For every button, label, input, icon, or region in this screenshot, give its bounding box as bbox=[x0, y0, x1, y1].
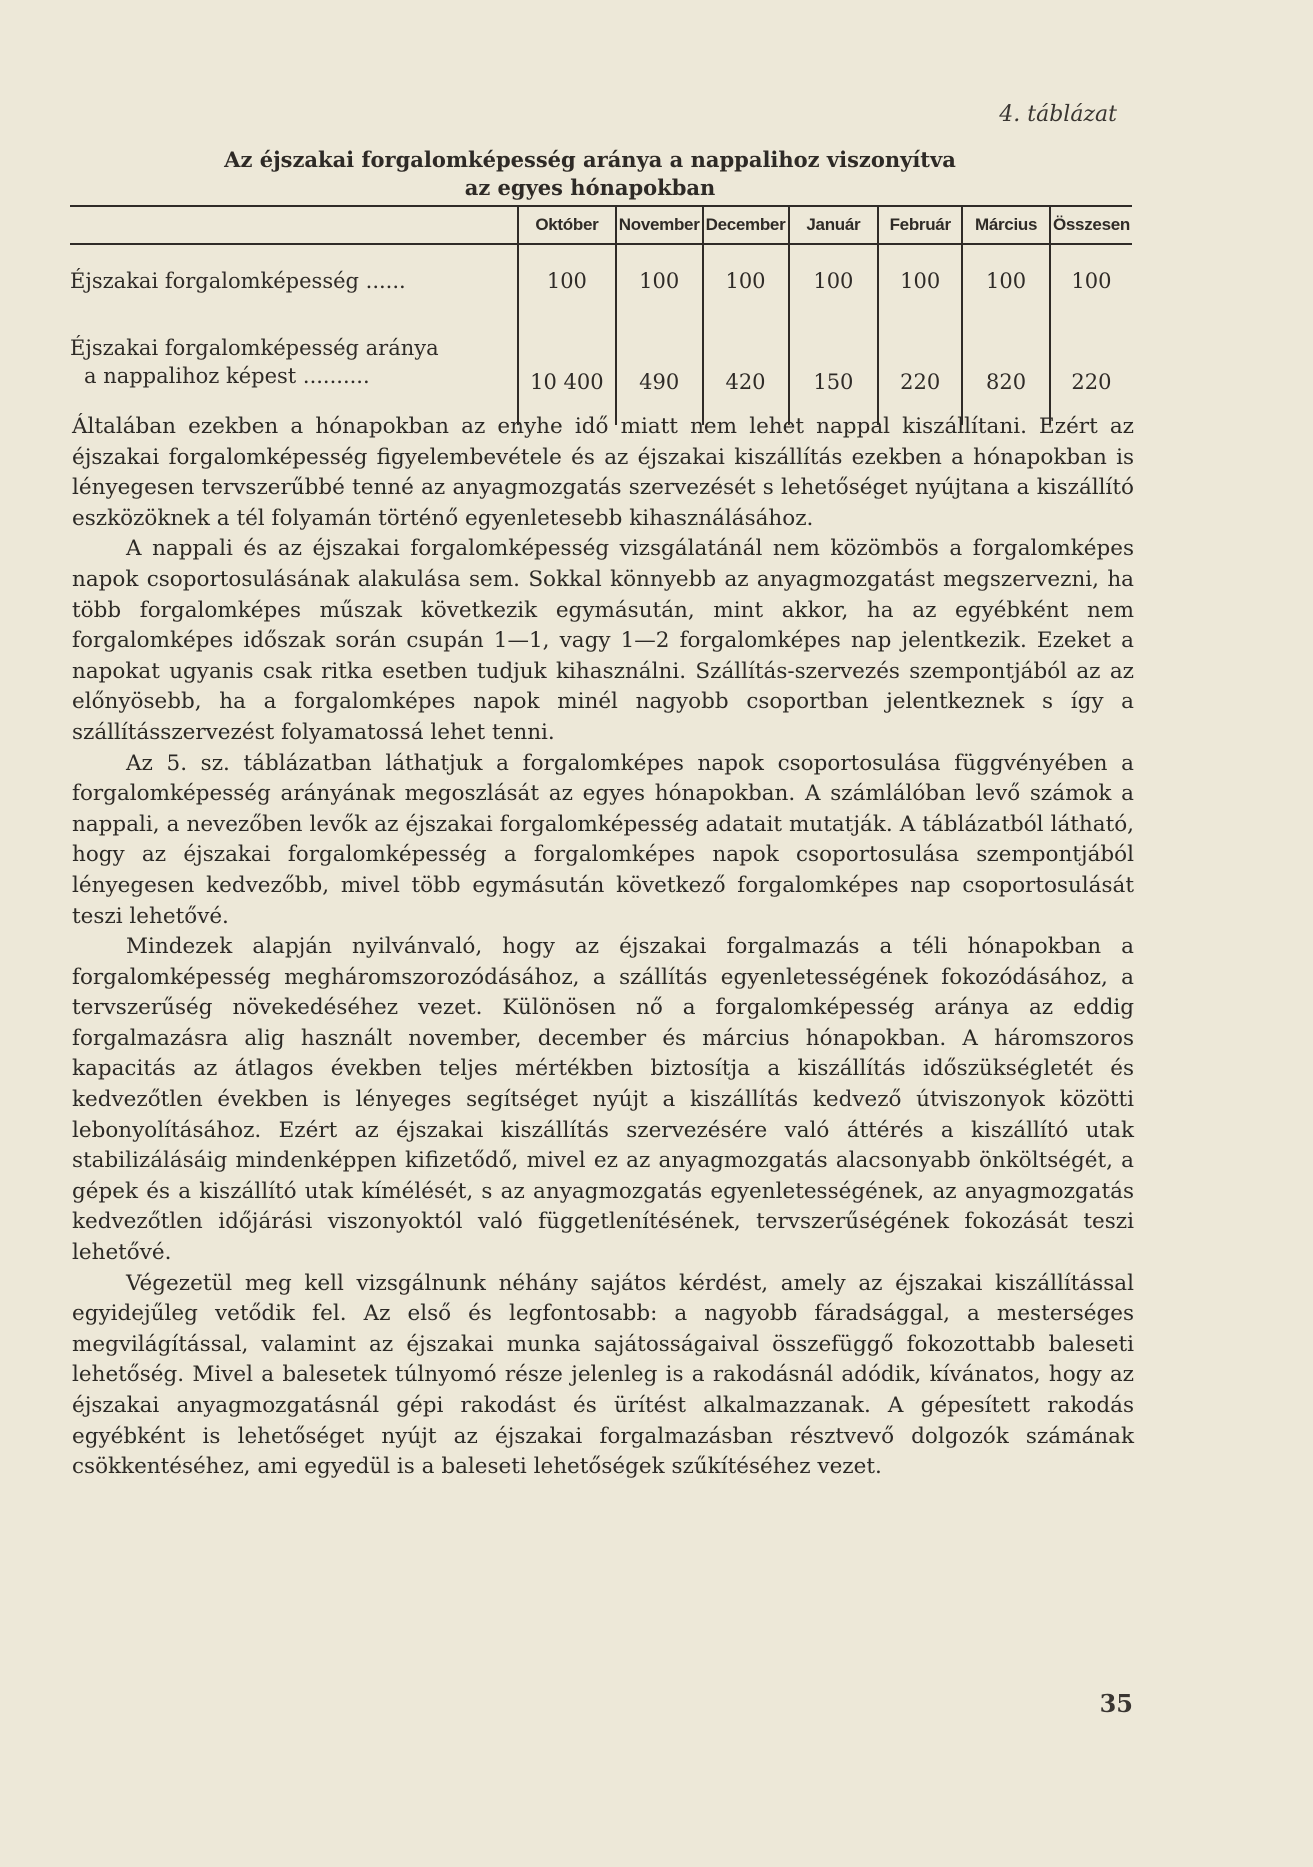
table-cell: 220 bbox=[1050, 317, 1132, 425]
row-label: Éjszakai forgalomképesség ...... bbox=[70, 269, 406, 293]
table-cell: 490 bbox=[616, 317, 703, 425]
column-header: Február bbox=[878, 206, 962, 244]
column-header: Március bbox=[962, 206, 1050, 244]
paragraph: Az 5. sz. táblázatban láthatjuk a forgalomképes napok csoportosulása függvényében a forgalomképesség arányának megoszlását az egyes hónapokban. A számlálóban levő számok a nappali, a nevezőben levők az éjszakai forgalomképesség adatait mutatják. A táblázatból látható, hogy az éjszakai forgalomképesség a forgalomképes napok csoportosulása szempontjából lényegesen kedvezőbb, mivel több egymásután következő forgalomképes nap csoportosulását teszi lehetővé. bbox=[72, 750, 1134, 929]
table-cell: 150 bbox=[789, 317, 879, 425]
table-cell: 100 bbox=[703, 244, 789, 317]
paragraph: Végezetül meg kell vizsgálnunk néhány sajátos kérdést, amely az éjszakai kiszállítással egyidejűleg vetődik fel. Az első és legfontosabb: a nagyobb fáradsággal, a mesterséges megvilágítással, valamint az éjszakai munka sajátosságaival összefüggő fokozottabb baleseti lehetőség. Mivel a balesetek túlnyomó része jelenleg is a rakodásnál adódik, kívánatos, hogy az éjszakai anyagmozgatásnál gépi rakodást és ürítést alkalmazzanak. A gépesített rakodás egyébként is lehetőséget nyújt az éjszakai forgalmazásban résztvevő dolgozók számának csökkentéséhez, ami egyedül is a baleseti lehetőségek szűkítéséhez vezet. bbox=[72, 1270, 1134, 1480]
paragraph: Mindezek alapján nyilvánvaló, hogy az éjszakai forgalmazás a téli hónapokban a forgalomképesség megháromszorozódásához, a szállítás egyenletességének fokozódásához, a tervszerűség növekedéséhez vezet. Különösen nő a forgalomképesség aránya az eddig forgalmazásra alig használt november, december és március hónapokban. A háromszoros kapacitás az átlagos években teljes mértékben biztosítja a kiszállítás időszükségletét és kedvezőtlen években is lényeges segítséget nyújt a kiszállítás kedvező útviszonyok közötti lebonyolításához. Ezért az éjszakai kiszállítás szervezésére való áttérés a kiszállító utak stabilizálásáig mindenképpen kifizetődő, mivel ez az anyagmozgatás alacsonyabb önköltségét, a gépek és a kiszállító utak kímélését, s az anyagmozgatás egyenletességének, az anyagmozgatás kedvezőtlen időjárási viszonyoktól való függetlenítésének, tervszerűségének fokozását teszi lehetővé. bbox=[72, 934, 1134, 1266]
row-label bbox=[70, 317, 518, 425]
table-label: 4. táblázat bbox=[999, 102, 1117, 127]
table-cell: 10 400 bbox=[518, 317, 616, 425]
row-label-line: a nappalihoz képest .......... bbox=[84, 364, 370, 388]
column-header: Összesen bbox=[1050, 206, 1132, 244]
table-cell: 420 bbox=[703, 317, 789, 425]
column-header: December bbox=[703, 206, 789, 244]
table-title-line: az egyes hónapokban bbox=[464, 175, 716, 200]
table-cell: 100 bbox=[616, 244, 703, 317]
table-header-row bbox=[70, 206, 1132, 244]
table-row bbox=[70, 317, 1132, 425]
column-header: Január bbox=[789, 206, 879, 244]
table-cell: 100 bbox=[878, 244, 962, 317]
table-row bbox=[70, 244, 1132, 317]
data-table bbox=[70, 205, 1132, 425]
column-header: Október bbox=[518, 206, 616, 244]
table-title-line: Az éjszakai forgalomképesség aránya a nappalihoz viszonyítva bbox=[224, 147, 956, 172]
row-label-line: Éjszakai forgalomképesség aránya bbox=[70, 336, 439, 360]
table-cell: 100 bbox=[789, 244, 879, 317]
table-cell: 220 bbox=[878, 317, 962, 425]
table-title bbox=[150, 146, 1030, 202]
column-header: November bbox=[616, 206, 703, 244]
table-cell: 100 bbox=[1050, 244, 1132, 317]
table-cell: 820 bbox=[962, 317, 1050, 425]
body-text bbox=[72, 412, 1134, 1483]
page-number: 35 bbox=[1099, 1689, 1133, 1718]
paragraph: A nappali és az éjszakai forgalomképesség vizsgálatánál nem közömbös a forgalomképes napok csoportosulásának alakulása sem. Sokkal könnyebb az anyagmozgatást megszervezni, ha több forgalomképes műszak következik egymásután, mint akkor, ha az egyébként nem forgalomképes időszak során csupán 1—1, vagy 1—2 forgalomképes nap jelentkezik. Ezeket a napokat ugyanis csak ritka esetben tudjuk kihasználni. Szállítás-szervezés szempontjából az az előnyösebb, ha a forgalomképes napok minél nagyobb csoportban jelentkeznek s így a szállításszervezést folyamatossá lehet tenni. bbox=[72, 536, 1134, 745]
table-cell: 100 bbox=[962, 244, 1050, 317]
paragraph: Általában ezekben a hónapokban az enyhe idő miatt nem lehet nappal kiszállítani. Ezért az éjszakai forgalomképesség figyelembevétele és az éjszakai kiszállítás ezekben a hónapokban is lényegesen tervszerűbbé tenné az anyagmozgatás szervezését s lehetőséget nyújtana a kiszállító eszközöknek a tél folyamán történő egyenletesebb kihasználásához. bbox=[72, 414, 1134, 531]
table-corner bbox=[70, 206, 518, 244]
table-cell: 100 bbox=[518, 244, 616, 317]
